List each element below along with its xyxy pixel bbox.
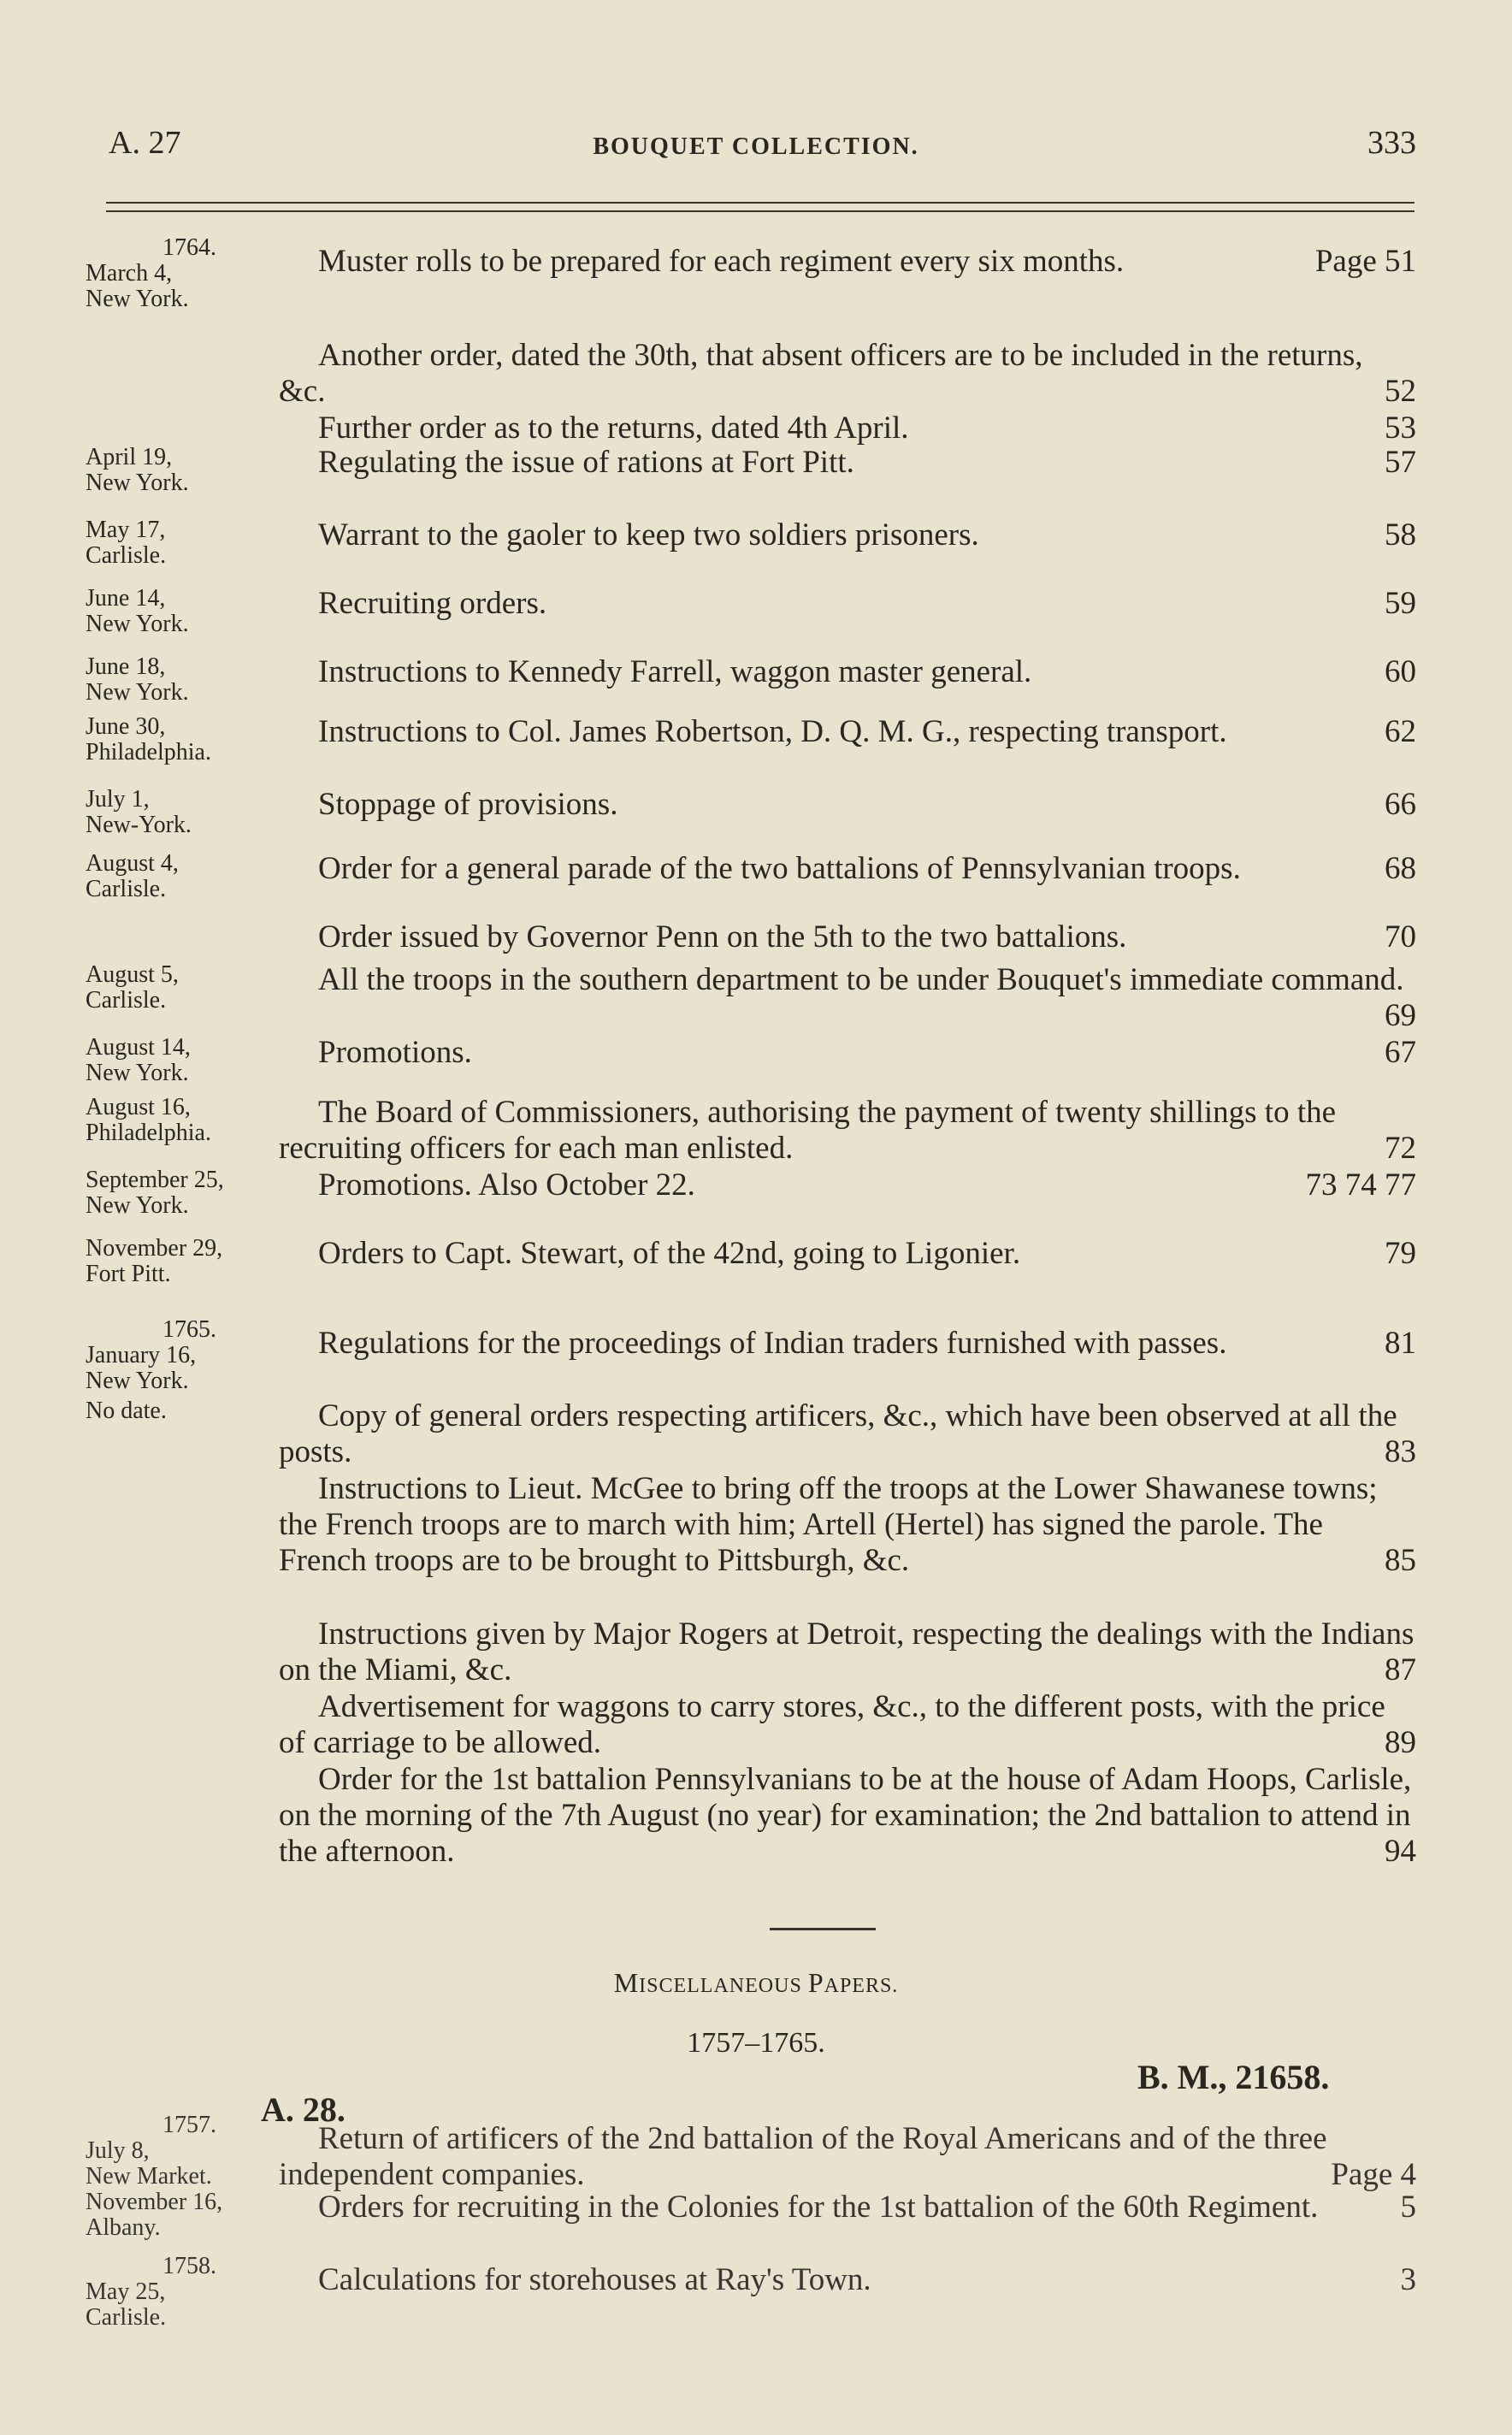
entry-date-place — [86, 1236, 282, 1287]
page-number: 333 — [1367, 125, 1416, 161]
entry-text — [279, 1689, 1416, 1761]
entry-date-place — [86, 714, 282, 765]
entry-place: Philadelphia. — [86, 1120, 211, 1146]
entry-year: 1765. — [162, 1316, 216, 1343]
entry-text — [279, 445, 1416, 481]
entry-description: Instructions to Lieut. McGee to bring off the troops at the Lower Shawanese towns; the French troops are to march with him; Artell (Hertel) has signed the parole. The French troops are to be brought to Pittsburgh, &c. — [279, 1471, 1378, 1578]
entry-page-ref: 58 — [1385, 517, 1416, 553]
entry-text — [279, 1167, 1416, 1203]
entry-page-ref: 70 — [1385, 919, 1416, 954]
entry-text — [279, 1616, 1416, 1688]
header-title: BOUQUET COLLECTION. — [593, 133, 919, 160]
entry-year: 1764. — [162, 234, 216, 261]
entry-page-ref: 59 — [1385, 586, 1416, 621]
entry-page-ref: 68 — [1385, 851, 1416, 886]
entry-date-place — [86, 2113, 282, 2190]
entry-text — [279, 1095, 1416, 1167]
entry-date-place — [86, 235, 282, 312]
entry-description: Calculations for storehouses at Ray's Town. — [318, 2262, 871, 2297]
entry-date-place — [86, 1095, 282, 1146]
entry-description: Another order, dated the 30th, that absent officers are to be included in the returns, &c. — [279, 338, 1363, 409]
entry-description: Stoppage of provisions. — [318, 787, 618, 822]
entry-text — [279, 962, 1416, 1034]
section-divider — [770, 1928, 876, 1930]
entry-date-place — [86, 1167, 282, 1219]
entry-date: May 25, — [86, 2278, 166, 2305]
entry-text — [279, 244, 1416, 280]
entry-date: August 4, — [86, 850, 179, 877]
entry-text — [279, 787, 1416, 823]
entry-date-place — [86, 586, 282, 637]
entry-description: Promotions. Also October 22. — [318, 1167, 695, 1203]
entry-place: New York. — [86, 679, 189, 706]
misc-papers-title — [0, 1967, 1512, 1999]
entry-description: Orders to Capt. Stewart, of the 42nd, going to Ligonier. — [318, 1236, 1021, 1271]
entry-date: April 19, — [86, 444, 173, 470]
entry-text — [279, 2121, 1416, 2193]
entry-place: New-York. — [86, 812, 192, 838]
entry-date: July 1, — [86, 786, 150, 813]
entry-place: New York. — [86, 286, 189, 312]
entry-date-place — [86, 851, 282, 902]
entry-text — [279, 411, 1416, 446]
a28-reference: A. 28. — [261, 2090, 346, 2129]
entry-date-place — [86, 2190, 282, 2241]
entry-page-ref: 52 — [1385, 374, 1416, 409]
entry-date: No date. — [86, 1398, 167, 1424]
entry-page-ref: 72 — [1385, 1131, 1416, 1166]
entry-date-place — [86, 2254, 282, 2331]
misc-title-rest-1: ISCELLANEOUS — [639, 1975, 808, 1997]
entry-page-ref: 53 — [1385, 411, 1416, 446]
entry-text — [279, 1471, 1416, 1579]
entry-text — [279, 1326, 1416, 1362]
entry-description: Return of artificers of the 2nd battalion of the Royal Americans and of the three independent companies. — [279, 2121, 1327, 2192]
entry-text — [279, 851, 1416, 887]
entry-place: Albany. — [86, 2214, 161, 2241]
entry-description: Advertisement for waggons to carry stores, &c., to the different posts, with the price of carriage to be allowed. — [279, 1689, 1385, 1760]
entry-date-place — [86, 445, 282, 496]
entry-description: Further order as to the returns, dated 4th April. — [318, 411, 909, 446]
entry-date: June 18, — [86, 653, 166, 680]
entry-date: September 25, — [86, 1167, 224, 1193]
entry-page-ref: 3 — [1400, 2262, 1416, 2297]
misc-years: 1757–1765. — [687, 2027, 825, 2059]
entry-place: Carlisle. — [86, 542, 167, 569]
entry-description: Regulations for the proceedings of Indian traders furnished with passes. — [318, 1326, 1227, 1361]
entry-page-ref: 69 — [1385, 998, 1416, 1033]
entry-text — [279, 1398, 1416, 1470]
entry-description: Copy of general orders respecting artificers, &c., which have been observed at all the posts. — [279, 1398, 1397, 1469]
entry-page-ref: 62 — [1385, 714, 1416, 749]
entry-page-ref: 85 — [1385, 1543, 1416, 1578]
entry-description: Warrant to the gaoler to keep two soldiers prisoners. — [318, 517, 979, 553]
entry-description: Order for a general parade of the two battalions of Pennsylvanian troops. — [318, 851, 1241, 886]
entry-page-ref: Page 51 — [1314, 244, 1416, 279]
entry-place: New York. — [86, 1368, 189, 1394]
entry-page-ref: 5 — [1400, 2190, 1416, 2225]
entry-description: Muster rolls to be prepared for each regiment every six months. — [318, 244, 1125, 279]
entry-date: August 5, — [86, 961, 179, 988]
entry-date: March 4, — [86, 260, 173, 287]
entry-page-ref: 67 — [1385, 1035, 1416, 1070]
entry-page-ref: 87 — [1385, 1652, 1416, 1687]
misc-title-rest-2: APERS. — [824, 1975, 899, 1997]
entry-text — [279, 919, 1416, 955]
entry-text — [279, 2262, 1416, 2298]
bm-reference: B. M., 21658. — [1137, 2058, 1330, 2096]
entry-text — [279, 338, 1416, 410]
entry-year: 1757. — [162, 2112, 216, 2138]
entry-date: June 30, — [86, 713, 166, 740]
entry-place: New York. — [86, 1060, 189, 1086]
entry-description: Order for the 1st battalion Pennsylvanians to be at the house of Adam Hoops, Carlisle, on the morning of the 7th August (no year) for examination; the 2nd battalion to attend in the afternoon. — [279, 1762, 1412, 1869]
entry-place: Fort Pitt. — [86, 1261, 171, 1287]
entry-description: Regulating the issue of rations at Fort Pitt. — [318, 445, 854, 480]
entry-text — [279, 586, 1416, 622]
entry-page-ref: 94 — [1385, 1834, 1416, 1869]
entry-text — [279, 517, 1416, 553]
entry-description: Orders for recruiting in the Colonies for the 1st battalion of the 60th Regiment. — [318, 2190, 1319, 2225]
entry-text — [279, 1762, 1416, 1870]
entry-date-place — [86, 1398, 282, 1424]
entry-date: November 29, — [86, 1235, 223, 1262]
entry-page-ref: 73 74 77 — [1305, 1167, 1416, 1203]
entry-description: All the troops in the southern department to be under Bouquet's immediate command. — [318, 962, 1404, 997]
entry-text — [279, 2190, 1416, 2225]
header-rule-top — [106, 202, 1415, 204]
entry-date: August 16, — [86, 1094, 191, 1120]
header-section-ref: A. 27 — [109, 125, 181, 161]
entry-page-ref: 66 — [1385, 787, 1416, 822]
entry-text — [279, 1035, 1416, 1071]
entry-description: Recruiting orders. — [318, 586, 547, 621]
entry-text — [279, 654, 1416, 690]
entry-text — [279, 1236, 1416, 1272]
entry-date-place — [86, 787, 282, 838]
entry-description: Instructions given by Major Rogers at Detroit, respecting the dealings with the Indians on the Miami, &c. — [279, 1616, 1415, 1687]
entry-date: May 17, — [86, 517, 166, 543]
entry-date-place — [86, 1035, 282, 1086]
entry-page-ref: 79 — [1385, 1236, 1416, 1271]
entry-date: November 16, — [86, 2189, 223, 2215]
entry-text — [279, 714, 1416, 750]
entry-date: June 14, — [86, 585, 166, 612]
misc-title-initial-1: M — [613, 1967, 640, 1998]
entry-description: The Board of Commissioners, authorising the payment of twenty shillings to the recruiting officers for each man enlisted. — [279, 1095, 1337, 1166]
entry-page-ref: 81 — [1385, 1326, 1416, 1361]
entry-page-ref: 83 — [1385, 1434, 1416, 1469]
misc-title-initial-2: P — [807, 1967, 824, 1998]
entry-date: July 8, — [86, 2137, 150, 2164]
entry-place: New Market. — [86, 2163, 212, 2190]
entry-page-ref: 57 — [1385, 445, 1416, 480]
entry-description: Order issued by Governor Penn on the 5th to the two battalions. — [318, 919, 1127, 954]
entry-place: Carlisle. — [86, 2304, 167, 2331]
entry-place: New York. — [86, 611, 189, 637]
entry-place: New York. — [86, 470, 189, 496]
entry-place: Philadelphia. — [86, 739, 211, 765]
entry-date: August 14, — [86, 1034, 191, 1061]
entry-date: January 16, — [86, 1342, 197, 1368]
entry-date-place — [86, 517, 282, 569]
entry-description: Instructions to Col. James Robertson, D. Q. M. G., respecting transport. — [318, 714, 1227, 749]
entry-page-ref: 60 — [1385, 654, 1416, 689]
entry-place: Carlisle. — [86, 987, 167, 1014]
entry-place: New York. — [86, 1192, 189, 1219]
entry-page-ref: 89 — [1385, 1725, 1416, 1760]
entry-date-place — [86, 962, 282, 1014]
entry-description: Promotions. — [318, 1035, 472, 1070]
entry-date-place — [86, 1317, 282, 1394]
entry-date-place — [86, 654, 282, 706]
entry-page-ref: Page 4 — [1331, 2157, 1416, 2192]
header-rule-bottom — [106, 210, 1415, 212]
entry-year: 1758. — [162, 2253, 216, 2279]
entry-description: Instructions to Kennedy Farrell, waggon master general. — [318, 654, 1032, 689]
entry-place: Carlisle. — [86, 876, 167, 902]
